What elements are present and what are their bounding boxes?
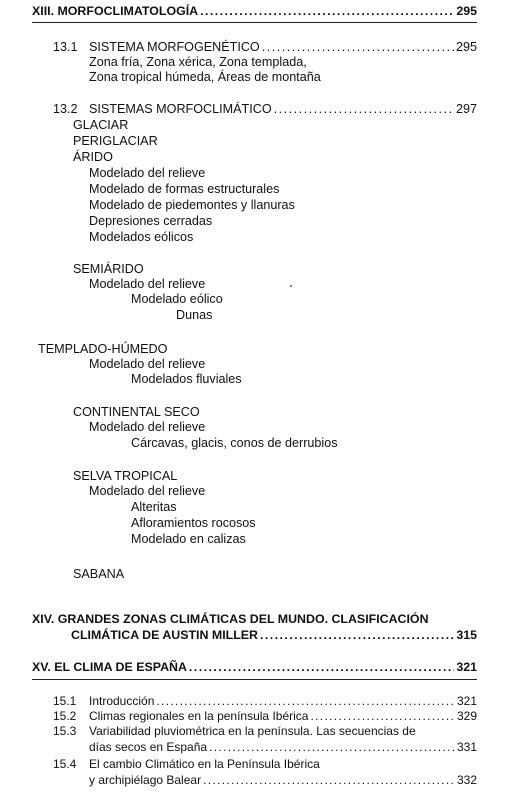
section-15-2-number: 15.2 (53, 709, 77, 723)
section-15-3-number: 15.3 (53, 724, 77, 738)
leader-dots (262, 40, 454, 55)
continental-heading: CONTINENTAL SECO (73, 405, 200, 419)
sabana-heading: SABANA (73, 567, 125, 581)
arido-item: Depresiones cerradas (89, 214, 213, 228)
leader-dots (260, 628, 454, 643)
chapter-13-entry (32, 4, 477, 19)
arido-item: Modelado de piedemontes y llanuras (89, 198, 295, 212)
section-15-3-entry (89, 740, 477, 755)
chapter-13-title: XIII. MORFOCLIMATOLOGÍA (32, 4, 199, 18)
chapter-14-entry (71, 628, 477, 643)
leader-dots (156, 694, 455, 709)
section-13-2-page: 297 (455, 102, 477, 116)
chapter-13-rule (32, 22, 477, 23)
section-15-4-number: 15.4 (53, 757, 77, 771)
templado-subitem: Modelados fluviales (131, 372, 242, 386)
arido-item: Modelados eólicos (89, 230, 194, 244)
leader-dots (189, 660, 454, 675)
arido-item: Modelado del relieve (89, 166, 206, 180)
section-15-1-page: 321 (456, 694, 477, 708)
semiarido-heading: SEMIÁRIDO (73, 262, 144, 276)
section-15-4-page: 332 (456, 773, 477, 787)
section-13-1-title: SISTEMA MORFOGENÉTICO (89, 40, 260, 54)
leader-dots (310, 709, 455, 724)
semiarido-subitem: Modelado eólico (131, 292, 223, 306)
section-15-1-entry (53, 694, 477, 709)
section-13-2-number: 13.2 (53, 102, 78, 116)
scan-speck (290, 285, 292, 287)
chapter-15-rule (32, 679, 477, 680)
section-15-4-title-line-1 (53, 757, 320, 772)
selva-heading: SELVA TROPICAL (73, 469, 178, 483)
glaciar-heading: GLACIAR (73, 118, 129, 132)
section-15-3-title-1: Variabilidad pluviométrica en la península. Las secuencias de (89, 724, 416, 738)
section-15-2-entry (53, 709, 477, 724)
section-15-1-title: Introducción (89, 694, 155, 708)
chapter-15-entry (32, 660, 477, 675)
continental-subitem: Cárcavas, glacis, conos de derrubios (131, 436, 338, 450)
section-15-3-page: 331 (456, 740, 477, 754)
selva-subitem: Afloramientos rocosos (131, 516, 256, 530)
section-13-1-number: 13.1 (53, 40, 78, 54)
leader-dots (274, 102, 454, 117)
selva-subitem: Alteritas (131, 500, 177, 514)
semiarido-item: Modelado del relieve (89, 277, 206, 291)
leader-dots (200, 4, 454, 19)
section-15-4-title-2: y archipiélago Balear (89, 773, 202, 787)
section-15-2-page: 329 (456, 709, 477, 723)
templado-heading: TEMPLADO-HÚMEDO (38, 342, 168, 356)
periglaciar-heading: PERIGLACIAR (73, 134, 158, 148)
section-15-3-title-line-1 (53, 724, 416, 739)
section-15-4-entry (89, 773, 477, 788)
chapter-13-page: 295 (456, 4, 477, 18)
section-13-1-zones-line-2: Zona tropical húmeda, Áreas de montaña (89, 70, 321, 84)
section-13-2-title: SISTEMAS MORFOCLIMÁTICO (89, 102, 272, 116)
section-15-3-title-2: días secos en España (89, 740, 208, 754)
section-15-4-title-1: El cambio Climático en la Península Ibérica (89, 757, 320, 771)
chapter-14-page: 315 (456, 628, 477, 642)
section-13-1-zones-line-1: Zona fría, Zona xérica, Zona templada, (89, 55, 307, 69)
templado-item: Modelado del relieve (89, 357, 206, 371)
arido-heading: ÁRIDO (73, 150, 113, 164)
arido-item: Modelado de formas estructurales (89, 182, 280, 196)
chapter-14-title-line-2: CLIMÁTICA DE AUSTIN MILLER (71, 628, 258, 642)
leader-dots (203, 773, 455, 788)
section-13-1-page: 295 (455, 40, 477, 54)
section-15-2-title: Climas regionales en la península Ibérica (89, 709, 309, 723)
section-13-2-entry (53, 102, 477, 117)
selva-item: Modelado del relieve (89, 484, 206, 498)
leader-dots (209, 740, 455, 755)
section-15-1-number: 15.1 (53, 694, 77, 708)
continental-item: Modelado del relieve (89, 420, 206, 434)
semiarido-subsubitem: Dunas (176, 308, 213, 322)
chapter-14-title-line-1: XIV. GRANDES ZONAS CLIMÁTICAS DEL MUNDO. CLASIFICACIÓN (32, 612, 429, 626)
section-13-1-entry (53, 40, 477, 55)
selva-subitem: Modelado en calizas (131, 532, 246, 546)
chapter-15-title: XV. EL CLIMA DE ESPAÑA (32, 660, 187, 674)
chapter-15-page: 321 (456, 660, 477, 674)
